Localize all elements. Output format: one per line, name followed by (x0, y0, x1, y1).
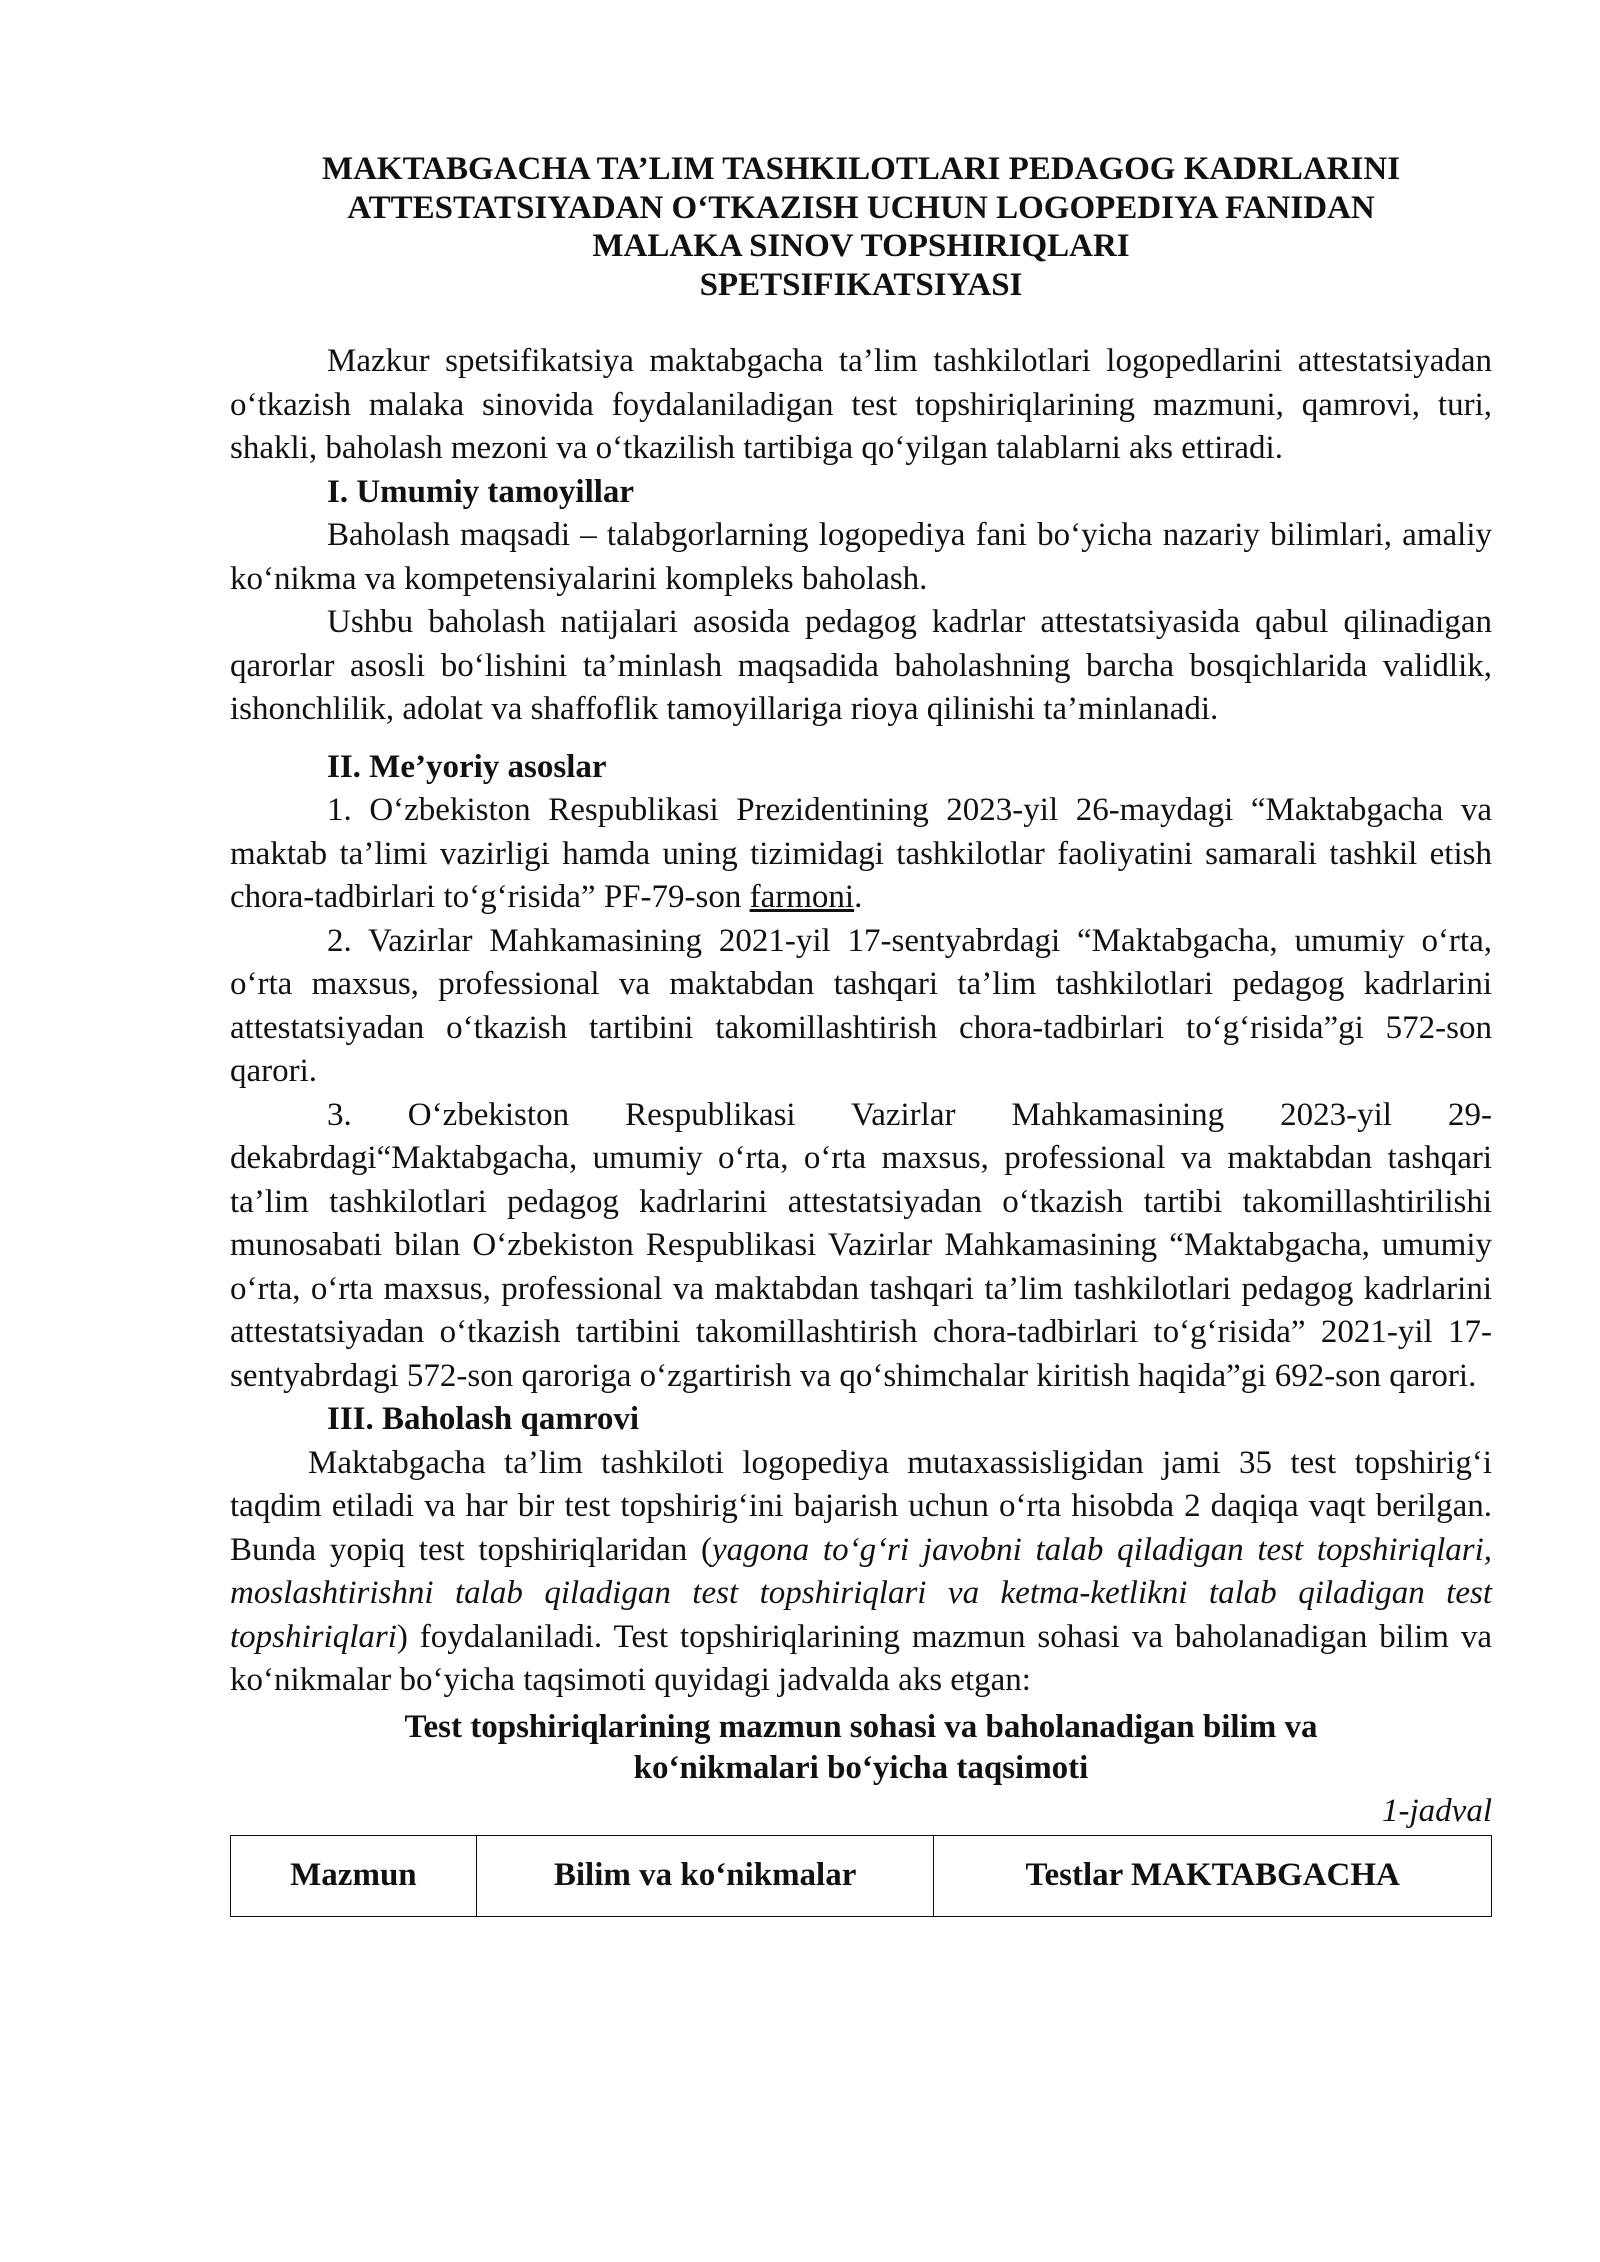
intro-paragraph: Mazkur spetsifikatsiya maktabgacha ta’lim tashkilotlari logopedlarini attestatsiyadan o‘tkazish malaka sinovida foydalaniladigan test topshiriqlarining mazmuni, qamrovi, turi, shakli, baholash mezoni va o‘tkazilish tartibiga qo‘yilgan talablarni aks ettiradi. (230, 343, 1492, 466)
section-1-paragraph-1: Baholash maqsadi – talabgorlarning logopediya fani bo‘yicha nazariy bilimlari, amaliy ko‘nikma va kompetensiyalarini kompleks baholash. (230, 517, 1492, 597)
document-page (230, 150, 1492, 1917)
title-line-3: MALAKA SINOV TOPSHIRIQLARI (592, 228, 1130, 264)
header-bilim: Bilim va ko‘nikmalar (476, 1835, 934, 1916)
table-header-row (231, 1835, 1492, 1916)
title-line-2: ATTESTATSIYADAN O‘TKAZISH UCHUN LOGOPEDIYA FANIDAN (347, 189, 1375, 226)
legal-basis-item-3: 3. O‘zbekiston Respublikasi Vazirlar Mahkamasining 2023-yil 29-dekabrdagi“Maktabgacha, umumiy o‘rta, o‘rta maxsus, professional va maktabdan tashqari ta’lim tashkilotlari pedagog kadrlarini attestatsiyadan o‘tkazish tartibi takomillashtirilishi munosabati bilan O‘zbekiston Respublikasi Vazirlar Mahkamasining “Maktabgacha, umumiy o‘rta, o‘rta maxsus, professional va maktabdan tashqari ta’lim tashkilotlari pedagog kadrlarini attestatsiyadan o‘tkazish tartibini takomillashtirish chora-tadbirlari to‘g‘risida” 2021-yil 17-sentyabrdagi 572-son qaroriga o‘zgartirish va qo‘shimchalar kiritish haqida”gi 692-son qarori. (230, 1096, 1492, 1394)
legal-basis-item-1-end: . (854, 879, 863, 915)
table-title (230, 1707, 1492, 1789)
table-label: 1-jadval (1382, 1792, 1492, 1829)
title-line-4: SPETSIFIKATSIYASI (699, 266, 1023, 303)
header-mazmun: Mazmun (231, 1835, 477, 1916)
legal-basis-item-2: 2. Vazirlar Mahkamasining 2021-yil 17-sentyabrdagi “Maktabgacha, umumiy o‘rta, o‘rta maxsus, professional va maktabdan tashqari ta’lim tashkilotlari pedagog kadrlarini attestatsiyadan o‘tkazish tartibini takomillashtirish chora-tadbirlari to‘g‘risida”gi 572-son qarori. (230, 922, 1492, 1089)
table-title-line-1: Test topshiriqlarining mazmun sohasi va baholanadigan bilim va (404, 1708, 1318, 1745)
section-3-heading: III. Baholash qamrovi (327, 1401, 640, 1437)
document-title (230, 150, 1492, 304)
legal-basis-item-1-text: 1. O‘zbekiston Respublikasi Prezidentining 2023-yil 26-maydagi “Maktabgacha va maktab ta’limi vazirligi hamda uning tizimidagi tashkilotlar faoliyatini samarali tashkil etish chora-tadbirlari to‘g‘risida” PF-79-son (230, 792, 1492, 915)
section-2-heading: II. Me’yoriy asoslar (327, 748, 607, 785)
section-1-paragraph-2: Ushbu baholash natijalari asosida pedagog kadrlar attestatsiyasida qabul qilinadigan qarorlar asosli bo‘lishini ta’minlash maqsadida baholashning barcha bosqichlarida validlik, ishonchlilik, adolat va shaffoflik tamoyillariga rioya qilinishi ta’minlanadi. (230, 604, 1492, 727)
legal-basis-item-1 (230, 789, 1492, 920)
section-3-italic-text: yagona to‘g‘ri javobni talab qiladigan test topshiriqlari, moslashtirishni talab qiladigan test topshiriqlari va ketma-ketlikni talab qiladigan test topshiriqlari (230, 1531, 1492, 1655)
header-testlar: Testlar MAKTABGACHA (934, 1835, 1492, 1916)
section-3-paragraph (230, 1442, 1492, 1703)
title-line-1: MAKTABGACHA TA’LIM TASHKILOTLARI PEDAGOG KADRLARINI (321, 151, 1401, 187)
distribution-table (230, 1835, 1492, 1917)
table-title-line-2: ko‘nikmalari bo‘yicha taqsimoti (633, 1749, 1089, 1786)
farmoni-link[interactable]: farmoni (749, 879, 855, 915)
section-1-heading: I. Umumiy tamoyillar (327, 473, 635, 510)
section-3-text-start: Maktabgacha ta’lim tashkiloti logopediya mutaxassisligidan jami 35 test topshirig‘i taqdim etiladi va har bir test topshirig‘ini bajarish uchun o‘rta hisobda 2 daqiqa vaqt berilgan. Bunda yopiq test topshiriqlaridan ( (230, 1444, 1492, 1568)
section-3-text-end: ) foydalaniladi. Test topshiriqlarining mazmun sohasi va baholanadigan bilim va ko‘nikmalar bo‘yicha taqsimoti quyidagi jadvalda aks etgan: (230, 1618, 1492, 1698)
